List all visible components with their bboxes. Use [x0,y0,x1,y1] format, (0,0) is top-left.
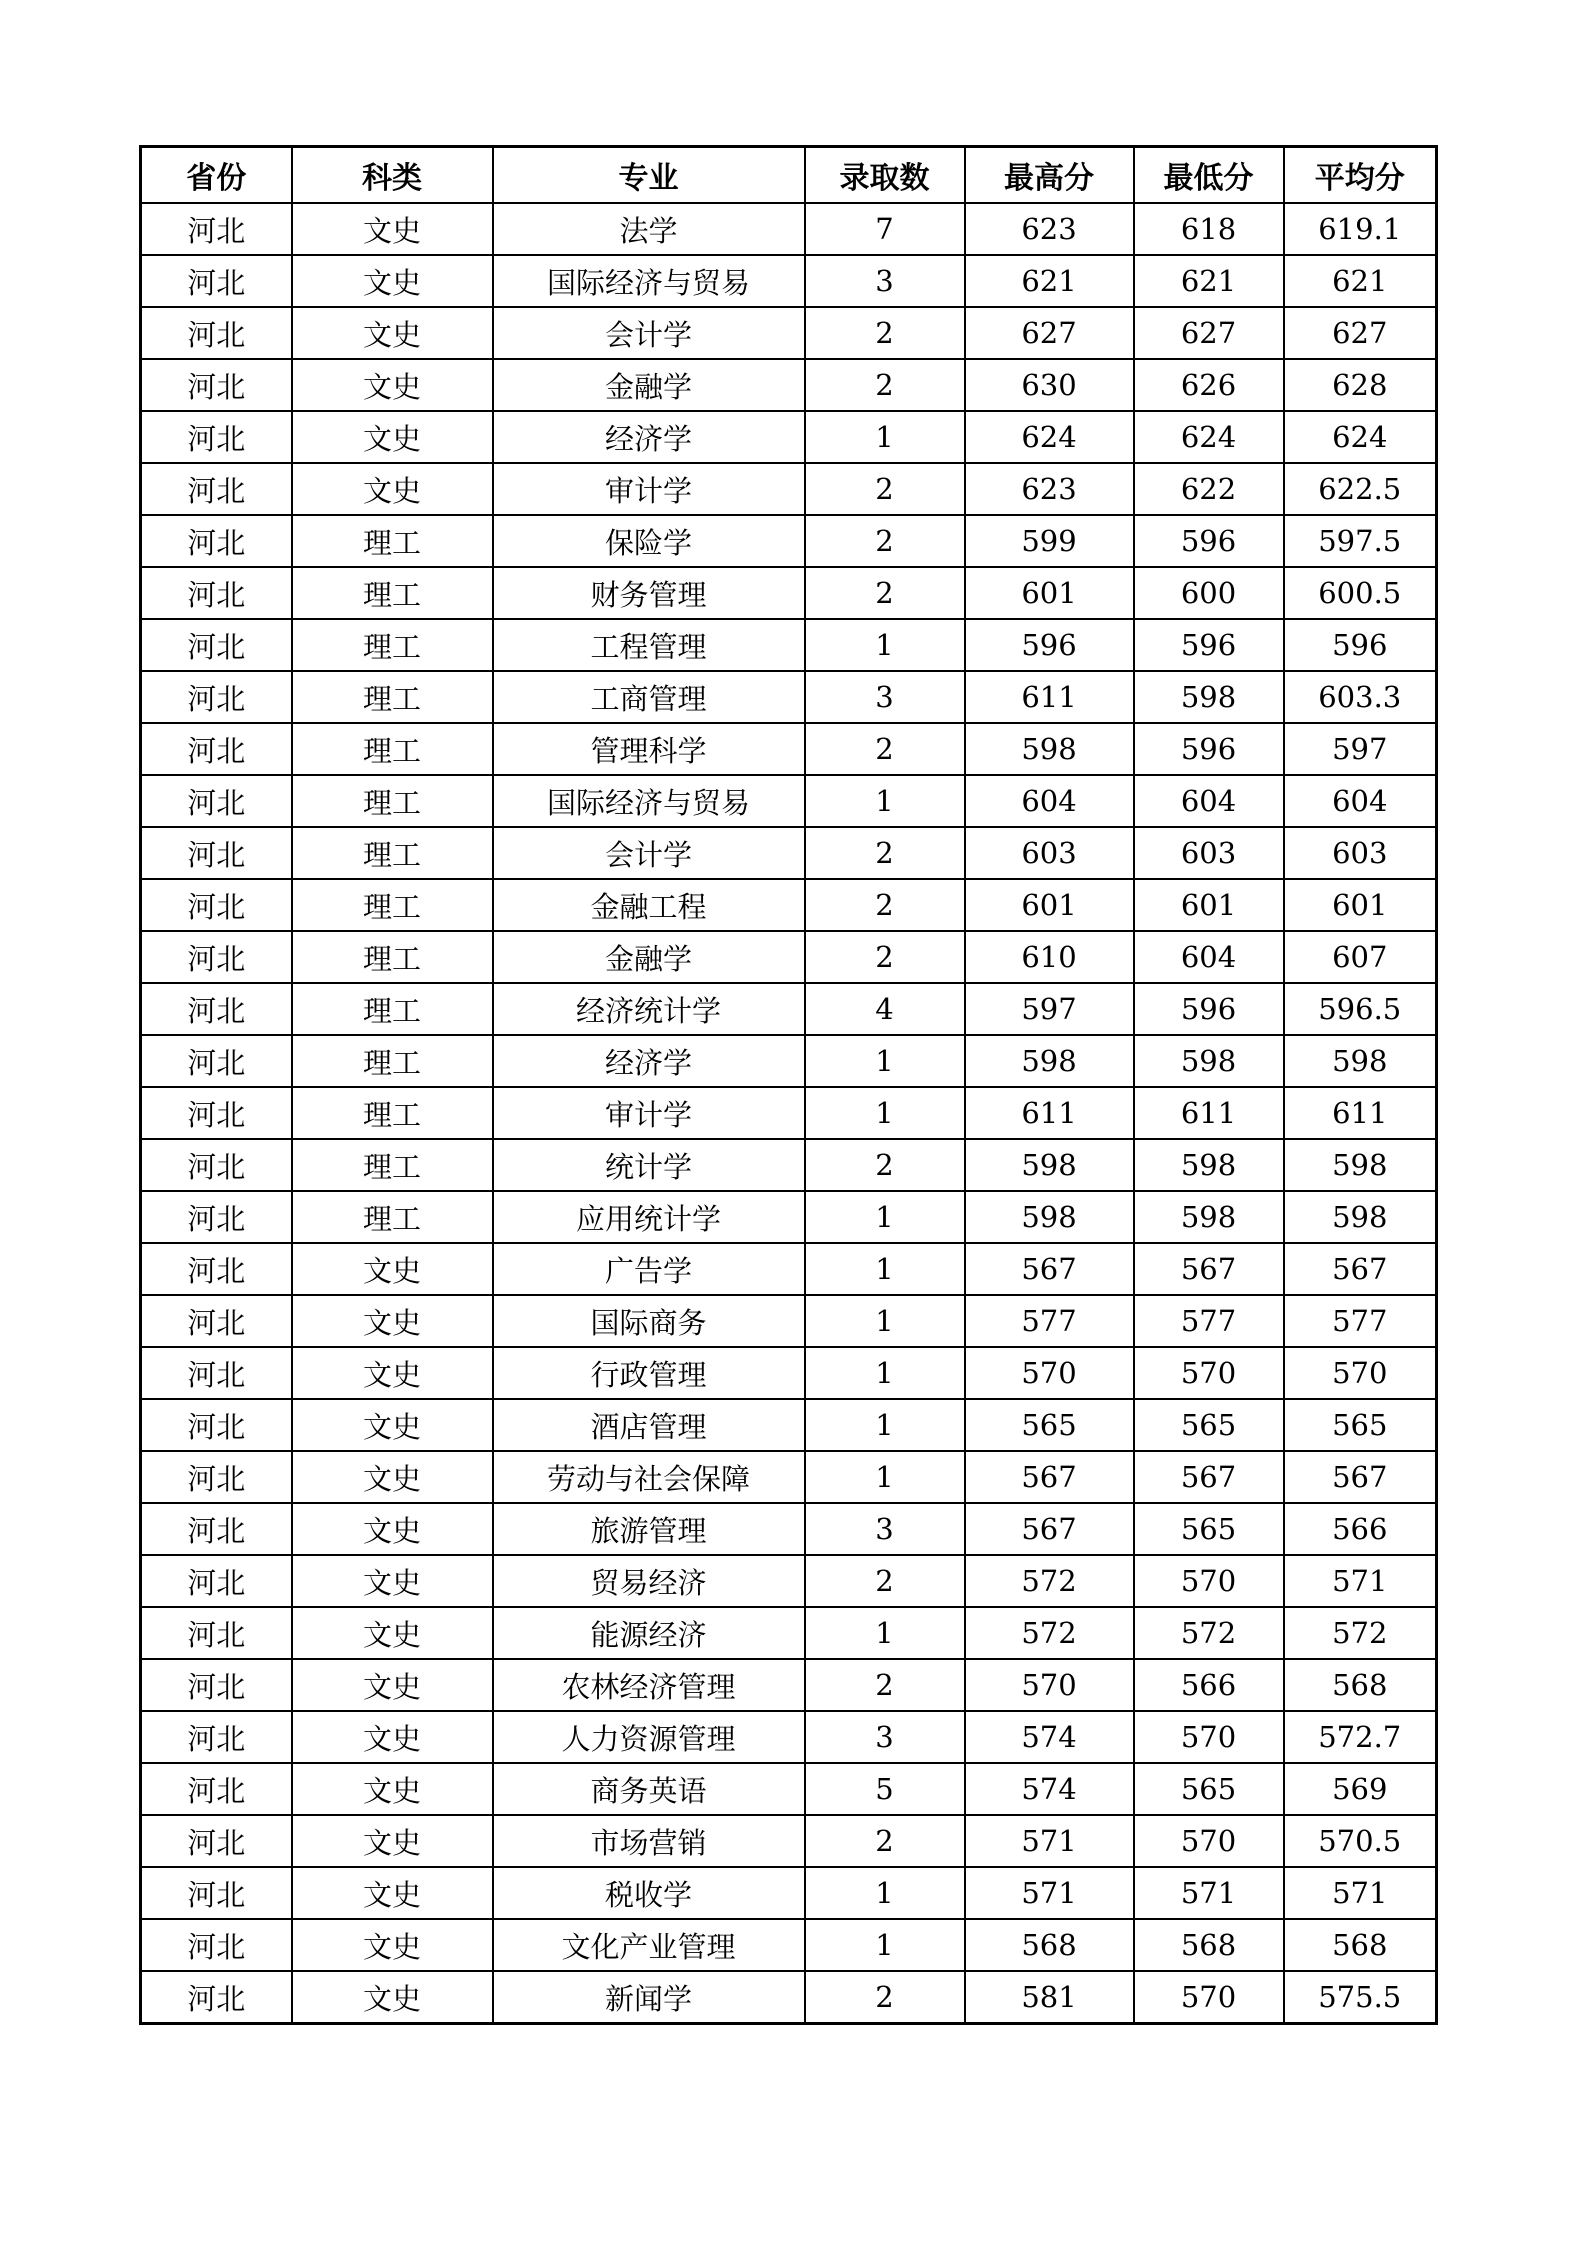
table-row [141,723,1437,775]
cell-admitted-count: 1 [805,1867,965,1919]
table-row [141,671,1437,723]
cell-province: 河北 [141,671,292,723]
cell-min-score: 604 [1134,775,1284,827]
cell-avg-score: 569 [1284,1763,1437,1815]
cell-province: 河北 [141,307,292,359]
cell-major: 商务英语 [493,1763,805,1815]
cell-major: 贸易经济 [493,1555,805,1607]
cell-min-score: 598 [1134,671,1284,723]
cell-min-score: 572 [1134,1607,1284,1659]
cell-major: 法学 [493,203,805,255]
column-header-category: 科类 [292,147,493,204]
cell-admitted-count: 2 [805,567,965,619]
column-header-admitted-count: 录取数 [805,147,965,204]
cell-max-score: 596 [965,619,1134,671]
cell-admitted-count: 1 [805,1035,965,1087]
cell-min-score: 626 [1134,359,1284,411]
cell-avg-score: 568 [1284,1919,1437,1971]
cell-province: 河北 [141,827,292,879]
cell-admitted-count: 2 [805,1139,965,1191]
cell-admitted-count: 1 [805,1191,965,1243]
column-header-min-score: 最低分 [1134,147,1284,204]
cell-admitted-count: 2 [805,463,965,515]
table-row [141,619,1437,671]
cell-admitted-count: 1 [805,775,965,827]
cell-major: 农林经济管理 [493,1659,805,1711]
cell-category: 文史 [292,1815,493,1867]
cell-min-score: 596 [1134,619,1284,671]
cell-admitted-count: 1 [805,1243,965,1295]
cell-min-score: 627 [1134,307,1284,359]
cell-min-score: 596 [1134,723,1284,775]
cell-avg-score: 622.5 [1284,463,1437,515]
cell-min-score: 565 [1134,1399,1284,1451]
cell-major: 税收学 [493,1867,805,1919]
cell-major: 能源经济 [493,1607,805,1659]
cell-avg-score: 571 [1284,1555,1437,1607]
table-row [141,515,1437,567]
cell-avg-score: 597.5 [1284,515,1437,567]
cell-category: 理工 [292,931,493,983]
cell-province: 河北 [141,931,292,983]
cell-category: 理工 [292,983,493,1035]
cell-province: 河北 [141,1815,292,1867]
cell-max-score: 630 [965,359,1134,411]
cell-max-score: 581 [965,1971,1134,2024]
cell-admitted-count: 1 [805,1451,965,1503]
cell-admitted-count: 1 [805,1087,965,1139]
cell-category: 文史 [292,203,493,255]
cell-category: 文史 [292,1867,493,1919]
cell-province: 河北 [141,1035,292,1087]
cell-avg-score: 597 [1284,723,1437,775]
cell-admitted-count: 4 [805,983,965,1035]
table-row [141,359,1437,411]
cell-admitted-count: 2 [805,931,965,983]
cell-max-score: 627 [965,307,1134,359]
cell-major: 国际经济与贸易 [493,775,805,827]
cell-max-score: 568 [965,1919,1134,1971]
cell-min-score: 566 [1134,1659,1284,1711]
cell-province: 河北 [141,1971,292,2024]
cell-major: 新闻学 [493,1971,805,2024]
cell-major: 市场营销 [493,1815,805,1867]
cell-avg-score: 607 [1284,931,1437,983]
cell-category: 文史 [292,463,493,515]
cell-admitted-count: 2 [805,515,965,567]
table-header [141,147,1437,204]
cell-max-score: 574 [965,1763,1134,1815]
table-row [141,983,1437,1035]
cell-min-score: 622 [1134,463,1284,515]
cell-province: 河北 [141,723,292,775]
cell-major: 工商管理 [493,671,805,723]
cell-admitted-count: 2 [805,1555,965,1607]
cell-max-score: 567 [965,1503,1134,1555]
cell-admitted-count: 2 [805,1971,965,2024]
cell-avg-score: 601 [1284,879,1437,931]
cell-province: 河北 [141,1347,292,1399]
cell-major: 文化产业管理 [493,1919,805,1971]
table-row [141,1191,1437,1243]
cell-province: 河北 [141,619,292,671]
cell-province: 河北 [141,1087,292,1139]
cell-province: 河北 [141,1399,292,1451]
cell-min-score: 570 [1134,1555,1284,1607]
cell-province: 河北 [141,1243,292,1295]
table-row [141,1243,1437,1295]
table-row [141,1763,1437,1815]
table-row [141,463,1437,515]
cell-min-score: 598 [1134,1191,1284,1243]
table-row [141,1399,1437,1451]
table-row [141,1087,1437,1139]
cell-min-score: 598 [1134,1035,1284,1087]
cell-category: 文史 [292,1295,493,1347]
table-row [141,1035,1437,1087]
cell-max-score: 571 [965,1867,1134,1919]
cell-min-score: 570 [1134,1711,1284,1763]
cell-major: 人力资源管理 [493,1711,805,1763]
cell-min-score: 624 [1134,411,1284,463]
cell-category: 理工 [292,515,493,567]
cell-category: 文史 [292,1659,493,1711]
cell-admitted-count: 5 [805,1763,965,1815]
cell-major: 旅游管理 [493,1503,805,1555]
cell-max-score: 599 [965,515,1134,567]
cell-admitted-count: 1 [805,1607,965,1659]
cell-province: 河北 [141,1503,292,1555]
cell-max-score: 623 [965,463,1134,515]
cell-max-score: 611 [965,671,1134,723]
cell-category: 文史 [292,1555,493,1607]
table-row [141,307,1437,359]
cell-province: 河北 [141,567,292,619]
cell-province: 河北 [141,463,292,515]
cell-max-score: 624 [965,411,1134,463]
cell-max-score: 621 [965,255,1134,307]
table-body [141,203,1437,2024]
cell-min-score: 611 [1134,1087,1284,1139]
table-row [141,1607,1437,1659]
cell-min-score: 604 [1134,931,1284,983]
cell-max-score: 574 [965,1711,1134,1763]
cell-major: 财务管理 [493,567,805,619]
table-row [141,203,1437,255]
cell-min-score: 621 [1134,255,1284,307]
cell-admitted-count: 3 [805,1503,965,1555]
cell-avg-score: 577 [1284,1295,1437,1347]
cell-province: 河北 [141,1451,292,1503]
cell-category: 文史 [292,1347,493,1399]
cell-avg-score: 598 [1284,1191,1437,1243]
table-row [141,1971,1437,2024]
table-row [141,1347,1437,1399]
cell-category: 理工 [292,879,493,931]
cell-max-score: 572 [965,1555,1134,1607]
cell-admitted-count: 1 [805,1347,965,1399]
cell-major: 广告学 [493,1243,805,1295]
cell-admitted-count: 7 [805,203,965,255]
cell-avg-score: 598 [1284,1035,1437,1087]
cell-category: 文史 [292,1503,493,1555]
cell-major: 工程管理 [493,619,805,671]
cell-category: 理工 [292,1087,493,1139]
cell-major: 统计学 [493,1139,805,1191]
cell-min-score: 596 [1134,515,1284,567]
cell-avg-score: 565 [1284,1399,1437,1451]
cell-major: 国际经济与贸易 [493,255,805,307]
cell-province: 河北 [141,411,292,463]
table-row [141,1555,1437,1607]
cell-admitted-count: 2 [805,1815,965,1867]
cell-avg-score: 571 [1284,1867,1437,1919]
cell-major: 会计学 [493,827,805,879]
column-header-max-score: 最高分 [965,147,1134,204]
cell-category: 文史 [292,255,493,307]
cell-category: 理工 [292,775,493,827]
cell-category: 文史 [292,1763,493,1815]
cell-major: 金融学 [493,359,805,411]
cell-province: 河北 [141,879,292,931]
cell-max-score: 611 [965,1087,1134,1139]
table-row [141,775,1437,827]
cell-max-score: 565 [965,1399,1134,1451]
cell-avg-score: 598 [1284,1139,1437,1191]
cell-min-score: 565 [1134,1503,1284,1555]
cell-province: 河北 [141,1659,292,1711]
cell-avg-score: 628 [1284,359,1437,411]
cell-avg-score: 596.5 [1284,983,1437,1035]
cell-min-score: 571 [1134,1867,1284,1919]
cell-major: 应用统计学 [493,1191,805,1243]
table-row [141,879,1437,931]
cell-major: 行政管理 [493,1347,805,1399]
cell-avg-score: 572 [1284,1607,1437,1659]
header-row [141,147,1437,204]
cell-admitted-count: 2 [805,1659,965,1711]
cell-category: 文史 [292,411,493,463]
cell-max-score: 598 [965,723,1134,775]
cell-min-score: 598 [1134,1139,1284,1191]
cell-category: 文史 [292,359,493,411]
cell-province: 河北 [141,1919,292,1971]
cell-max-score: 572 [965,1607,1134,1659]
cell-category: 理工 [292,1035,493,1087]
cell-category: 理工 [292,619,493,671]
cell-avg-score: 568 [1284,1659,1437,1711]
table-row [141,1867,1437,1919]
cell-min-score: 565 [1134,1763,1284,1815]
cell-category: 文史 [292,1399,493,1451]
cell-province: 河北 [141,1711,292,1763]
cell-min-score: 570 [1134,1347,1284,1399]
cell-avg-score: 566 [1284,1503,1437,1555]
table-row [141,1711,1437,1763]
cell-avg-score: 575.5 [1284,1971,1437,2024]
cell-avg-score: 603.3 [1284,671,1437,723]
cell-province: 河北 [141,1139,292,1191]
cell-major: 经济学 [493,1035,805,1087]
cell-province: 河北 [141,1867,292,1919]
cell-min-score: 568 [1134,1919,1284,1971]
cell-admitted-count: 1 [805,411,965,463]
table-row [141,1295,1437,1347]
cell-min-score: 570 [1134,1815,1284,1867]
cell-category: 理工 [292,827,493,879]
cell-max-score: 598 [965,1139,1134,1191]
cell-province: 河北 [141,1295,292,1347]
cell-avg-score: 570 [1284,1347,1437,1399]
cell-max-score: 567 [965,1451,1134,1503]
cell-major: 金融学 [493,931,805,983]
cell-category: 理工 [292,567,493,619]
cell-province: 河北 [141,359,292,411]
table-row [141,411,1437,463]
table-row [141,1139,1437,1191]
cell-max-score: 601 [965,567,1134,619]
table-row [141,1503,1437,1555]
cell-admitted-count: 2 [805,827,965,879]
table-row [141,1919,1437,1971]
cell-province: 河北 [141,515,292,567]
cell-max-score: 598 [965,1035,1134,1087]
cell-avg-score: 624 [1284,411,1437,463]
cell-avg-score: 611 [1284,1087,1437,1139]
cell-max-score: 610 [965,931,1134,983]
cell-admitted-count: 3 [805,1711,965,1763]
cell-admitted-count: 2 [805,723,965,775]
cell-category: 理工 [292,723,493,775]
cell-province: 河北 [141,983,292,1035]
cell-admitted-count: 3 [805,671,965,723]
cell-major: 审计学 [493,1087,805,1139]
cell-major: 审计学 [493,463,805,515]
cell-max-score: 577 [965,1295,1134,1347]
cell-province: 河北 [141,255,292,307]
cell-province: 河北 [141,1191,292,1243]
cell-avg-score: 604 [1284,775,1437,827]
cell-min-score: 618 [1134,203,1284,255]
cell-min-score: 600 [1134,567,1284,619]
cell-admitted-count: 1 [805,1399,965,1451]
cell-avg-score: 596 [1284,619,1437,671]
cell-max-score: 571 [965,1815,1134,1867]
cell-avg-score: 627 [1284,307,1437,359]
cell-avg-score: 567 [1284,1451,1437,1503]
cell-province: 河北 [141,775,292,827]
cell-category: 文史 [292,1451,493,1503]
cell-min-score: 570 [1134,1971,1284,2024]
cell-min-score: 601 [1134,879,1284,931]
cell-category: 文史 [292,1711,493,1763]
cell-major: 酒店管理 [493,1399,805,1451]
cell-major: 国际商务 [493,1295,805,1347]
cell-province: 河北 [141,203,292,255]
table-row [141,255,1437,307]
table-row [141,931,1437,983]
cell-admitted-count: 2 [805,879,965,931]
column-header-province: 省份 [141,147,292,204]
cell-admitted-count: 3 [805,255,965,307]
cell-max-score: 604 [965,775,1134,827]
cell-major: 经济统计学 [493,983,805,1035]
cell-avg-score: 621 [1284,255,1437,307]
cell-category: 理工 [292,1139,493,1191]
cell-min-score: 603 [1134,827,1284,879]
cell-category: 文史 [292,1243,493,1295]
table-row [141,1659,1437,1711]
column-header-avg-score: 平均分 [1284,147,1437,204]
cell-major: 保险学 [493,515,805,567]
cell-max-score: 598 [965,1191,1134,1243]
table-row [141,1451,1437,1503]
cell-max-score: 567 [965,1243,1134,1295]
cell-max-score: 570 [965,1659,1134,1711]
cell-major: 管理科学 [493,723,805,775]
cell-avg-score: 619.1 [1284,203,1437,255]
cell-avg-score: 603 [1284,827,1437,879]
cell-major: 金融工程 [493,879,805,931]
cell-province: 河北 [141,1607,292,1659]
cell-category: 理工 [292,1191,493,1243]
cell-admitted-count: 1 [805,619,965,671]
cell-max-score: 603 [965,827,1134,879]
cell-avg-score: 572.7 [1284,1711,1437,1763]
cell-max-score: 597 [965,983,1134,1035]
cell-major: 会计学 [493,307,805,359]
cell-category: 文史 [292,307,493,359]
cell-category: 理工 [292,671,493,723]
cell-max-score: 570 [965,1347,1134,1399]
cell-min-score: 596 [1134,983,1284,1035]
cell-category: 文史 [292,1919,493,1971]
cell-avg-score: 600.5 [1284,567,1437,619]
cell-min-score: 567 [1134,1451,1284,1503]
cell-major: 经济学 [493,411,805,463]
cell-admitted-count: 1 [805,1919,965,1971]
cell-avg-score: 570.5 [1284,1815,1437,1867]
table-row [141,827,1437,879]
cell-max-score: 623 [965,203,1134,255]
cell-admitted-count: 2 [805,359,965,411]
cell-avg-score: 567 [1284,1243,1437,1295]
cell-category: 文史 [292,1971,493,2024]
cell-max-score: 601 [965,879,1134,931]
cell-province: 河北 [141,1555,292,1607]
column-header-major: 专业 [493,147,805,204]
cell-province: 河北 [141,1763,292,1815]
cell-major: 劳动与社会保障 [493,1451,805,1503]
table-row [141,1815,1437,1867]
cell-admitted-count: 1 [805,1295,965,1347]
cell-min-score: 577 [1134,1295,1284,1347]
cell-category: 文史 [292,1607,493,1659]
cell-admitted-count: 2 [805,307,965,359]
cell-min-score: 567 [1134,1243,1284,1295]
table-row [141,567,1437,619]
admission-score-table [139,145,1438,2025]
